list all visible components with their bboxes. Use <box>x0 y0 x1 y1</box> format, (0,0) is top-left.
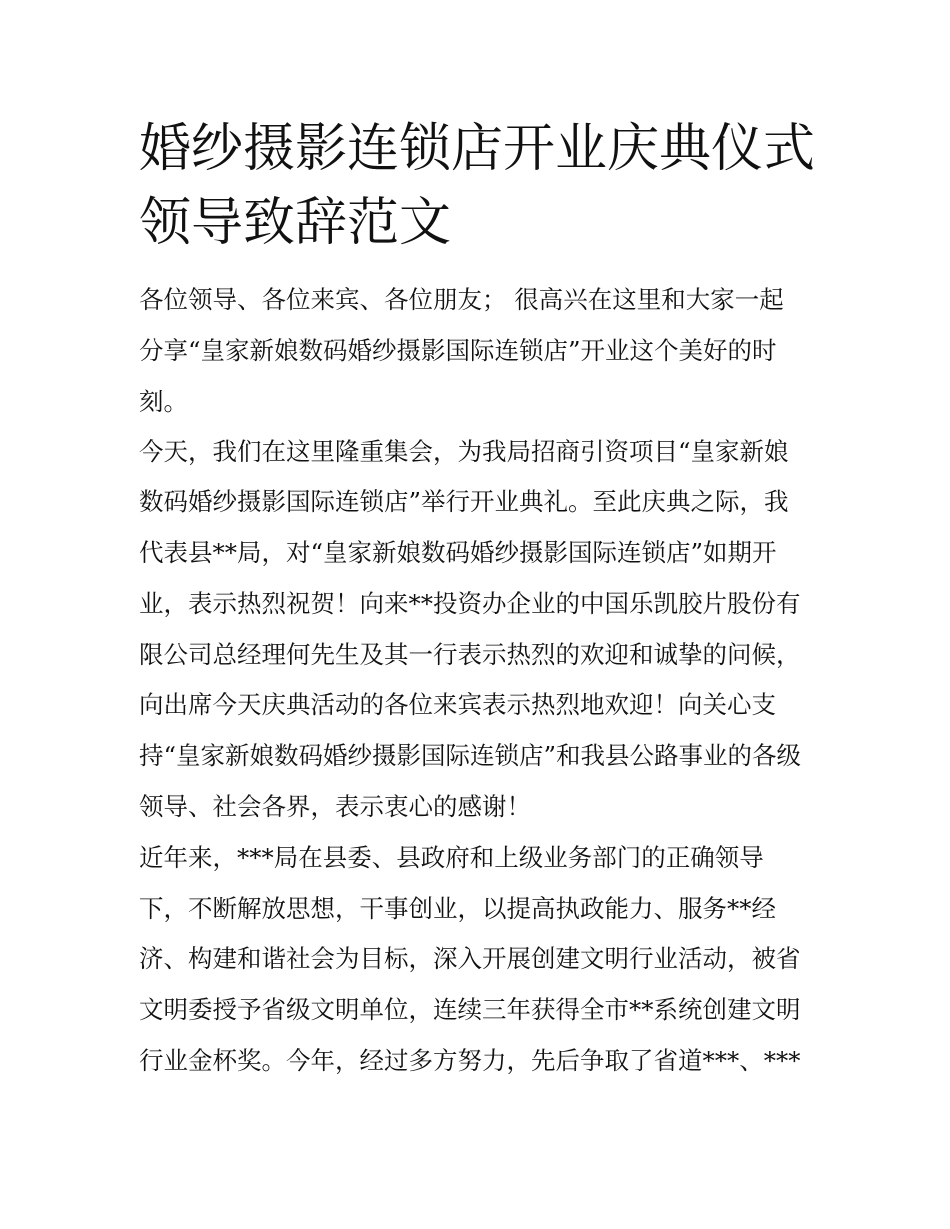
body-line-15: 文明委授予省级文明单位，连续三年获得全市**系统创建文明 <box>139 995 801 1024</box>
body-line-4: 今天，我们在这里隆重集会，为我局招商引资项目“皇家新娘 <box>139 437 789 466</box>
body-line-2: 分享“皇家新娘数码婚纱摄影国际连锁店”开业这个美好的时 <box>139 336 777 365</box>
body-line-7: 业，表示热烈祝贺！向来**投资办企业的中国乐凯胶片股份有 <box>139 589 801 618</box>
body-line-1: 各位领导、各位来宾、各位朋友； 很高兴在这里和大家一起 <box>139 285 784 314</box>
body-line-12: 近年来，***局在县委、县政府和上级业务部门的正确领导 <box>139 843 764 872</box>
title-line-2: 领导致辞范文 <box>139 193 452 253</box>
body-line-13: 下，不断解放思想，干事创业，以提高执政能力、服务**经 <box>139 894 776 923</box>
body-line-10: 持“皇家新娘数码婚纱摄影国际连锁店”和我县公路事业的各级 <box>139 741 802 770</box>
title-line-1: 婚纱摄影连锁店开业庆典仪式 <box>139 119 816 179</box>
body-line-3: 刻。 <box>139 387 188 416</box>
body-line-8: 限公司总经理何先生及其一行表示热烈的欢迎和诚挚的问候， <box>139 640 801 669</box>
body-line-14: 济、构建和谐社会为目标，深入开展创建文明行业活动，被省 <box>139 944 801 973</box>
document-title <box>139 112 829 260</box>
body-line-6: 代表县**局，对“皇家新娘数码婚纱摄影国际连锁店”如期开 <box>139 538 777 567</box>
body-line-9: 向出席今天庆典活动的各位来宾表示热烈地欢迎！向关心支 <box>139 690 776 719</box>
body-line-5: 数码婚纱摄影国际连锁店”举行开业典礼。至此庆典之际，我 <box>139 487 789 516</box>
body-line-16: 行业金杯奖。今年，经过多方努力，先后争取了省道***、*** <box>139 1046 801 1075</box>
body-line-11: 领导、社会各界，表示衷心的感谢！ <box>139 792 531 821</box>
